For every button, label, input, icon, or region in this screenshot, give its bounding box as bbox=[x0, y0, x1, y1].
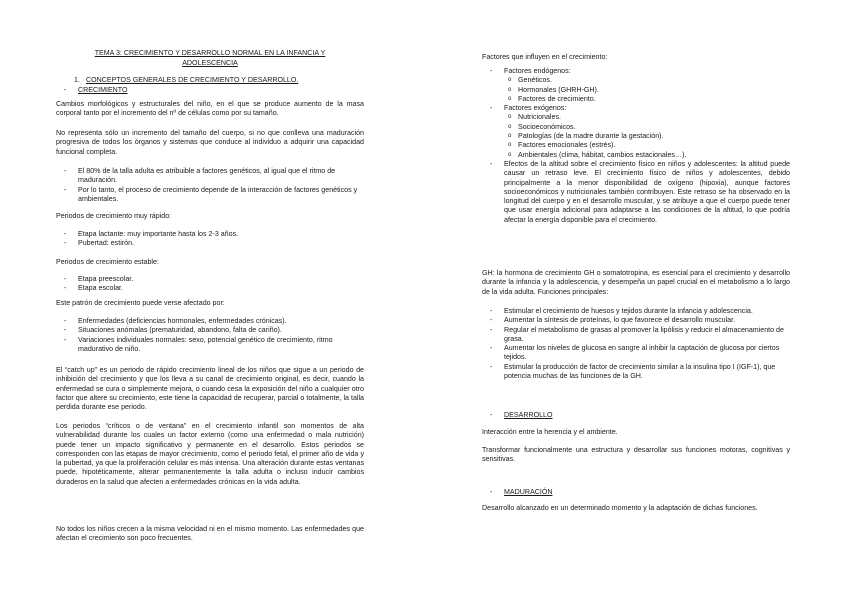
stable-growth-list bbox=[56, 275, 364, 294]
list-item: o Ambientales (clima, hábitat, cambios estacionales…). bbox=[482, 151, 790, 160]
document-title-line2: ADOLESCENCIA bbox=[182, 59, 238, 67]
crecimiento-heading: CRECIMIENTO bbox=[78, 86, 128, 94]
factors-heading: Factores que influyen en el crecimiento: bbox=[482, 53, 608, 61]
critical-periods-paragraph: Los periodos “críticos o de ventana” en el crecimiento infantil son momentos de alta vulnerabilidad durante los cuales un factor externo (como una enfermedad o mala nutrición) puede tener un impacto significativo y permanente en el desarrollo. Estos periodos se corresponden con las etapas de mayor crecimiento, como el periodo fetal, el primer año de vida y la pubertad, ya que la proliferación celular es más intensa. Una alteración durante estas ventanas puede, hipotéticamente, alterar permanentemente la talla adulta o incluso inducir cambios duraderos en la salud que afecten a enfermedades crónicas en la vida adulta. bbox=[56, 422, 364, 486]
maduracion-heading bbox=[482, 488, 812, 497]
list-item: - Pubertad: estirón. bbox=[56, 239, 364, 248]
stable-growth-heading: Periodos de crecimiento estable: bbox=[56, 258, 159, 266]
list-item: - Situaciones anómalas (prematuridad, abandono, falta de cariño). bbox=[56, 326, 364, 335]
development-paragraph2: Transformar funcionalmente una estructura y desarrollar sus funciones motoras, cognitivas y sensitivas. bbox=[482, 446, 790, 464]
exogenous-sublist bbox=[482, 113, 790, 159]
exogenous-item bbox=[482, 104, 790, 160]
section1-heading bbox=[56, 76, 364, 85]
catch-up-paragraph: El “catch up” es un periodo de rápido crecimiento lineal de los niños que sigue a un periodo de inhibición del crecimiento y que los lleva a su canal de crecimiento original, es decir, cuando la enfermedad se cura o simplemente mejora, o cuando cesa la exposición del niño a cualquier otro factor que altere su crecimiento, este tiene la capacidad de recuperar, parcial o totalmente, la talla perdida durante ese periodo. bbox=[56, 366, 364, 412]
paragraph-maturation: No representa sólo un incremento del tamaño del cuerpo, si no que conlleva una maduración progresiva de todos los órganos y sistemas que conduce al individuo a adquirir una capacidad funcional completa. bbox=[56, 129, 364, 156]
affect-list bbox=[56, 317, 364, 354]
list-item: - Variaciones individuales normales: sexo, potencial genético de crecimiento, ritmo madurativo de niño. bbox=[56, 336, 364, 355]
section1-number: 1. bbox=[74, 76, 80, 84]
document-title-line1: TEMA 3: CRECIMIENTO Y DESARROLLO NORMAL EN LA INFANCIA Y bbox=[94, 49, 326, 57]
affect-heading: Este patrón de crecimiento puede verse afectado por: bbox=[56, 299, 225, 307]
altitude-item: - Efectos de la altitud sobre el crecimiento físico en niños y adolescentes: la altitud puede causar un retraso leve. El crecimiento físico de niños y adolescentes, debido principalmente a la menor disponibilidad de oxígeno (hipoxia), aunque factores socioeconómicos y nutricionales también contribuyen. Este retraso se ha observado en la longitud del cuerpo y en el desarrollo muscular, y se atribuye a que el cuerpo puede tener que usar energía adicional para adaptarse a las condiciones de la altitud, lo que podría afectar la energía disponible para el crecimiento. bbox=[482, 160, 790, 225]
list-item: - Etapa preescolar. bbox=[56, 275, 364, 284]
subsection-heading bbox=[56, 86, 364, 95]
list-item: o Genéticos. bbox=[482, 76, 790, 85]
list-item: o Socioeconómicos. bbox=[482, 123, 790, 132]
rapid-growth-list bbox=[56, 230, 364, 249]
list-item: - Etapa lactante: muy importante hasta los 2-3 años. bbox=[56, 230, 364, 239]
maturation-paragraph: Desarrollo alcanzado en un determinado momento y la adaptación de dichas funciones. bbox=[482, 504, 758, 512]
maduracion-heading-text: MADURACIÓN bbox=[504, 488, 553, 496]
endogenous-label: Factores endógenos: bbox=[504, 67, 571, 75]
list-item: - Estimular la producción de factor de crecimiento similar a la insulina tipo I (IGF-1), que potencia muchas de las funciones de la GH. bbox=[482, 363, 790, 382]
list-item: - Aumentar la síntesis de proteínas, lo que favorece el desarrollo muscular. bbox=[482, 316, 790, 325]
final-paragraph: No todos los niños crecen a la misma velocidad ni en el mismo momento. Las enfermedades que afectan el crecimiento son poco frecuentes. bbox=[56, 525, 364, 543]
list-item: o Hormonales (GHRH-GH). bbox=[482, 86, 790, 95]
genetics-list bbox=[56, 167, 364, 204]
section1-heading-text: CONCEPTOS GENERALES DE CRECIMIENTO Y DESARROLLO. bbox=[86, 76, 299, 84]
list-item: - Por lo tanto, el proceso de crecimiento depende de la interacción de factores genéticos y ambientales. bbox=[56, 186, 364, 205]
paragraph-definition: Cambios morfológicos y estructurales del niño, en el que se produce aumento de la masa corporal tanto por el incremento del nº de células como por su tamaño. bbox=[56, 100, 364, 118]
list-item: - Aumentar los niveles de glucosa en sangre al inhibir la captación de glucosa por ciertos tejidos. bbox=[482, 344, 790, 363]
list-item: o Factores de crecimiento. bbox=[482, 95, 790, 104]
list-item: o Nutricionales. bbox=[482, 113, 790, 122]
gh-paragraph: GH: la hormona de crecimiento GH o somatotropina, es esencial para el crecimiento y desarrollo durante la infancia y la adolescencia, y desempeña un papel crucial en el metabolismo a lo largo de la vida adulta. Funciones principales: bbox=[482, 269, 790, 296]
list-item: - El 80% de la talla adulta es atribuible a factores genéticos, al igual que el ritmo de maduración. bbox=[56, 167, 364, 186]
desarrollo-heading-text: DESARROLLO bbox=[504, 411, 553, 419]
development-paragraph1: Interacción entre la herencia y el ambiente. bbox=[482, 428, 618, 436]
endogenous-item bbox=[482, 67, 790, 104]
endogenous-sublist bbox=[482, 76, 790, 104]
exogenous-label: Factores exógenos: bbox=[504, 104, 567, 113]
list-item: o Patologías (de la madre durante la gestación). bbox=[482, 132, 790, 141]
rapid-growth-heading: Periodos de crecimiento muy rápido: bbox=[56, 212, 172, 220]
list-item: - Enfermedades (deficiencias hormonales, enfermedades crónicas). bbox=[56, 317, 364, 326]
gh-functions-list bbox=[482, 307, 790, 381]
factors-list bbox=[482, 67, 790, 225]
desarrollo-heading bbox=[482, 411, 812, 420]
list-item: - Estimular el crecimiento de huesos y tejidos durante la infancia y adolescencia. bbox=[482, 307, 790, 316]
list-item: - Etapa escolar. bbox=[56, 284, 364, 293]
list-item: o Factores emocionales (estrés). bbox=[482, 141, 790, 150]
list-item: - Regular el metabolismo de grasas al promover la lipólisis y reducir el almacenamiento de grasa. bbox=[482, 326, 790, 345]
